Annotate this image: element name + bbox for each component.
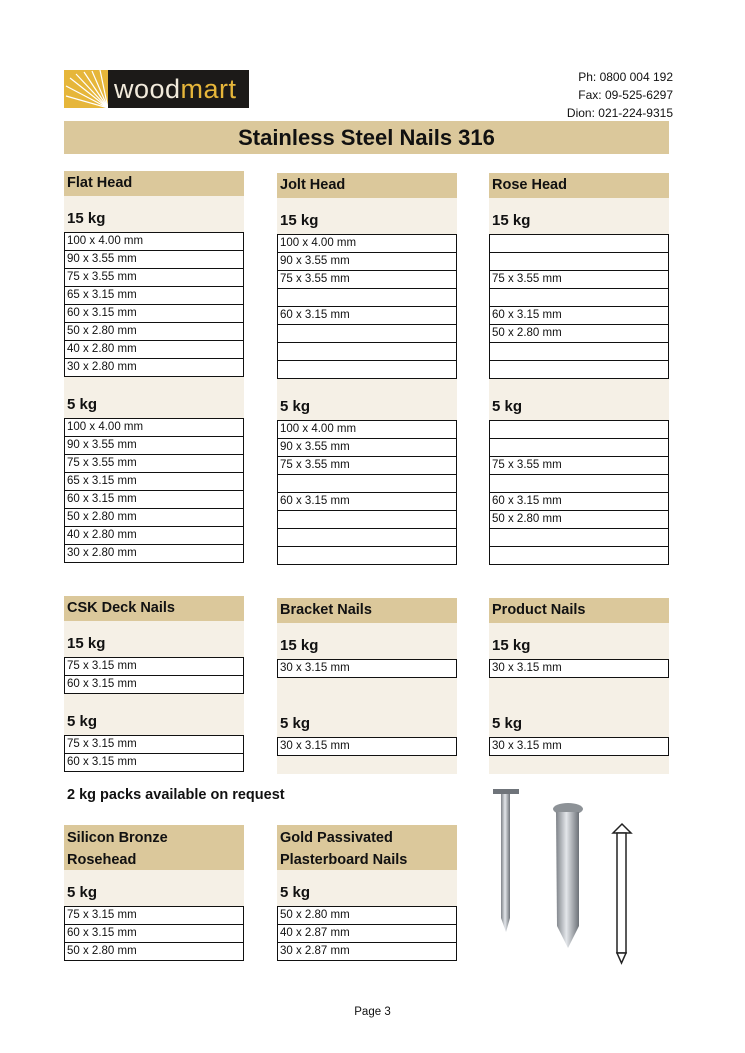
size-row: 60 x 3.15 mm [278,492,456,510]
product-group [64,596,244,772]
pack-size-label: 15 kg [280,212,319,229]
size-row: 60 x 3.15 mm [65,675,243,693]
pack-size-label: 15 kg [67,210,106,227]
size-row [490,288,668,306]
flat-head-nail-icon [493,789,519,932]
page-title: Stainless Steel Nails 316 [64,121,669,154]
pack-size-label: 5 kg [280,398,311,415]
size-row: 75 x 3.55 mm [278,456,456,474]
size-table [64,735,244,772]
pack-size-label: 5 kg [280,715,311,732]
group-header: Jolt Head [277,173,457,198]
product-group [489,173,669,565]
group-header: Flat Head [64,171,244,196]
pack-size-label: 5 kg [492,715,523,732]
product-group [277,825,457,961]
size-row: 50 x 2.80 mm [490,324,668,342]
group-body [277,198,457,565]
size-row: 40 x 2.80 mm [65,526,243,544]
size-row: 50 x 2.80 mm [490,510,668,528]
availability-note: 2 kg packs available on request [67,787,285,803]
size-row [490,342,668,360]
size-row: 60 x 3.15 mm [65,304,243,322]
size-row [278,528,456,546]
size-row: 100 x 4.00 mm [280,237,357,249]
size-row [490,546,668,564]
pack-size-label: 15 kg [67,635,106,652]
pack-size-label: 15 kg [280,637,319,654]
size-table [277,420,457,565]
contact-info [567,68,673,122]
fan-logo-icon [64,70,108,108]
size-table [64,232,244,377]
size-table [277,659,457,678]
size-table [489,234,669,379]
size-row: 75 x 3.55 mm [490,270,668,288]
pack-size-label: 15 kg [492,637,531,654]
pack-size-label: 5 kg [67,713,98,730]
pack-size-label: 5 kg [280,884,311,901]
size-table [277,906,457,961]
size-row: 75 x 3.55 mm [278,270,456,288]
size-table [64,657,244,694]
size-row [490,235,668,252]
size-row [278,546,456,564]
group-header: CSK Deck Nails [64,596,244,621]
size-row: 90 x 3.55 mm [278,438,456,456]
size-row: 100 x 4.00 mm [67,235,144,247]
product-group [277,598,457,774]
size-row: 50 x 2.80 mm [280,909,350,921]
size-row: 75 x 3.15 mm [67,660,137,672]
group-body [64,870,244,961]
pack-size-label: 15 kg [492,212,531,229]
product-group [64,171,244,563]
size-row: 50 x 2.80 mm [65,322,243,340]
woodmart-logo [64,70,249,108]
size-row: 75 x 3.55 mm [65,268,243,286]
size-row [490,438,668,456]
phone: Ph: 0800 004 192 [578,70,673,84]
group-body [64,621,244,772]
group-body [277,870,457,961]
group-body [64,196,244,563]
size-row: 50 x 2.80 mm [65,942,243,960]
group-header: Bracket Nails [277,598,457,623]
size-row [490,528,668,546]
size-row: 30 x 3.15 mm [280,740,350,752]
size-row: 75 x 3.55 mm [65,454,243,472]
size-row [278,342,456,360]
size-row: 30 x 3.15 mm [492,662,562,674]
size-row [278,510,456,528]
pack-size-label: 5 kg [67,884,98,901]
size-row: 60 x 3.15 mm [490,492,668,510]
size-row: 100 x 4.00 mm [67,421,144,433]
product-group [489,598,669,774]
size-row: 30 x 3.15 mm [492,740,562,752]
size-row: 100 x 4.00 mm [280,423,357,435]
page-number: Page 3 [354,1006,391,1018]
mobile: Dion: 021-224-9315 [566,106,673,120]
size-row [278,324,456,342]
size-row: 90 x 3.55 mm [65,250,243,268]
nails-illustration [480,780,660,970]
rose-head-nail-icon [613,824,631,963]
group-body [489,198,669,565]
group-header: Rose Head [489,173,669,198]
size-row: 75 x 3.15 mm [67,909,137,921]
size-table [64,906,244,961]
pack-size-label: 5 kg [67,396,98,413]
size-row [490,421,668,438]
group-body [277,623,457,774]
group-header: Gold Passivated Plasterboard Nails [277,825,457,870]
size-row: 60 x 3.15 mm [65,924,243,942]
logo-wordmark: woodmart [114,73,237,104]
size-table [489,659,669,678]
product-group [64,825,244,961]
size-row: 60 x 3.15 mm [278,306,456,324]
size-row: 30 x 2.87 mm [278,942,456,960]
fax: Fax: 09-525-6297 [578,88,673,102]
size-row [490,360,668,378]
size-row: 75 x 3.55 mm [490,456,668,474]
group-header: Silicon Bronze Rosehead [64,825,244,870]
size-row [278,474,456,492]
size-table [489,737,669,756]
size-row: 30 x 2.80 mm [65,358,243,376]
size-row: 30 x 3.15 mm [280,662,350,674]
size-row: 40 x 2.87 mm [278,924,456,942]
size-row: 60 x 3.15 mm [65,490,243,508]
size-row: 30 x 2.80 mm [65,544,243,562]
size-row [490,474,668,492]
size-table [489,420,669,565]
size-row: 60 x 3.15 mm [490,306,668,324]
size-row: 40 x 2.80 mm [65,340,243,358]
size-table [277,234,457,379]
size-row: 90 x 3.55 mm [278,252,456,270]
group-header: Product Nails [489,598,669,623]
size-row: 90 x 3.55 mm [65,436,243,454]
jolt-head-nail-icon [553,803,583,948]
size-row: 65 x 3.15 mm [65,472,243,490]
product-group [277,173,457,565]
size-row [278,288,456,306]
size-row: 65 x 3.15 mm [65,286,243,304]
size-table [277,737,457,756]
size-table [64,418,244,563]
pack-size-label: 5 kg [492,398,523,415]
size-row [490,252,668,270]
size-row: 75 x 3.15 mm [67,738,137,750]
size-row [278,360,456,378]
size-row: 60 x 3.15 mm [65,753,243,771]
group-body [489,623,669,774]
size-row: 50 x 2.80 mm [65,508,243,526]
